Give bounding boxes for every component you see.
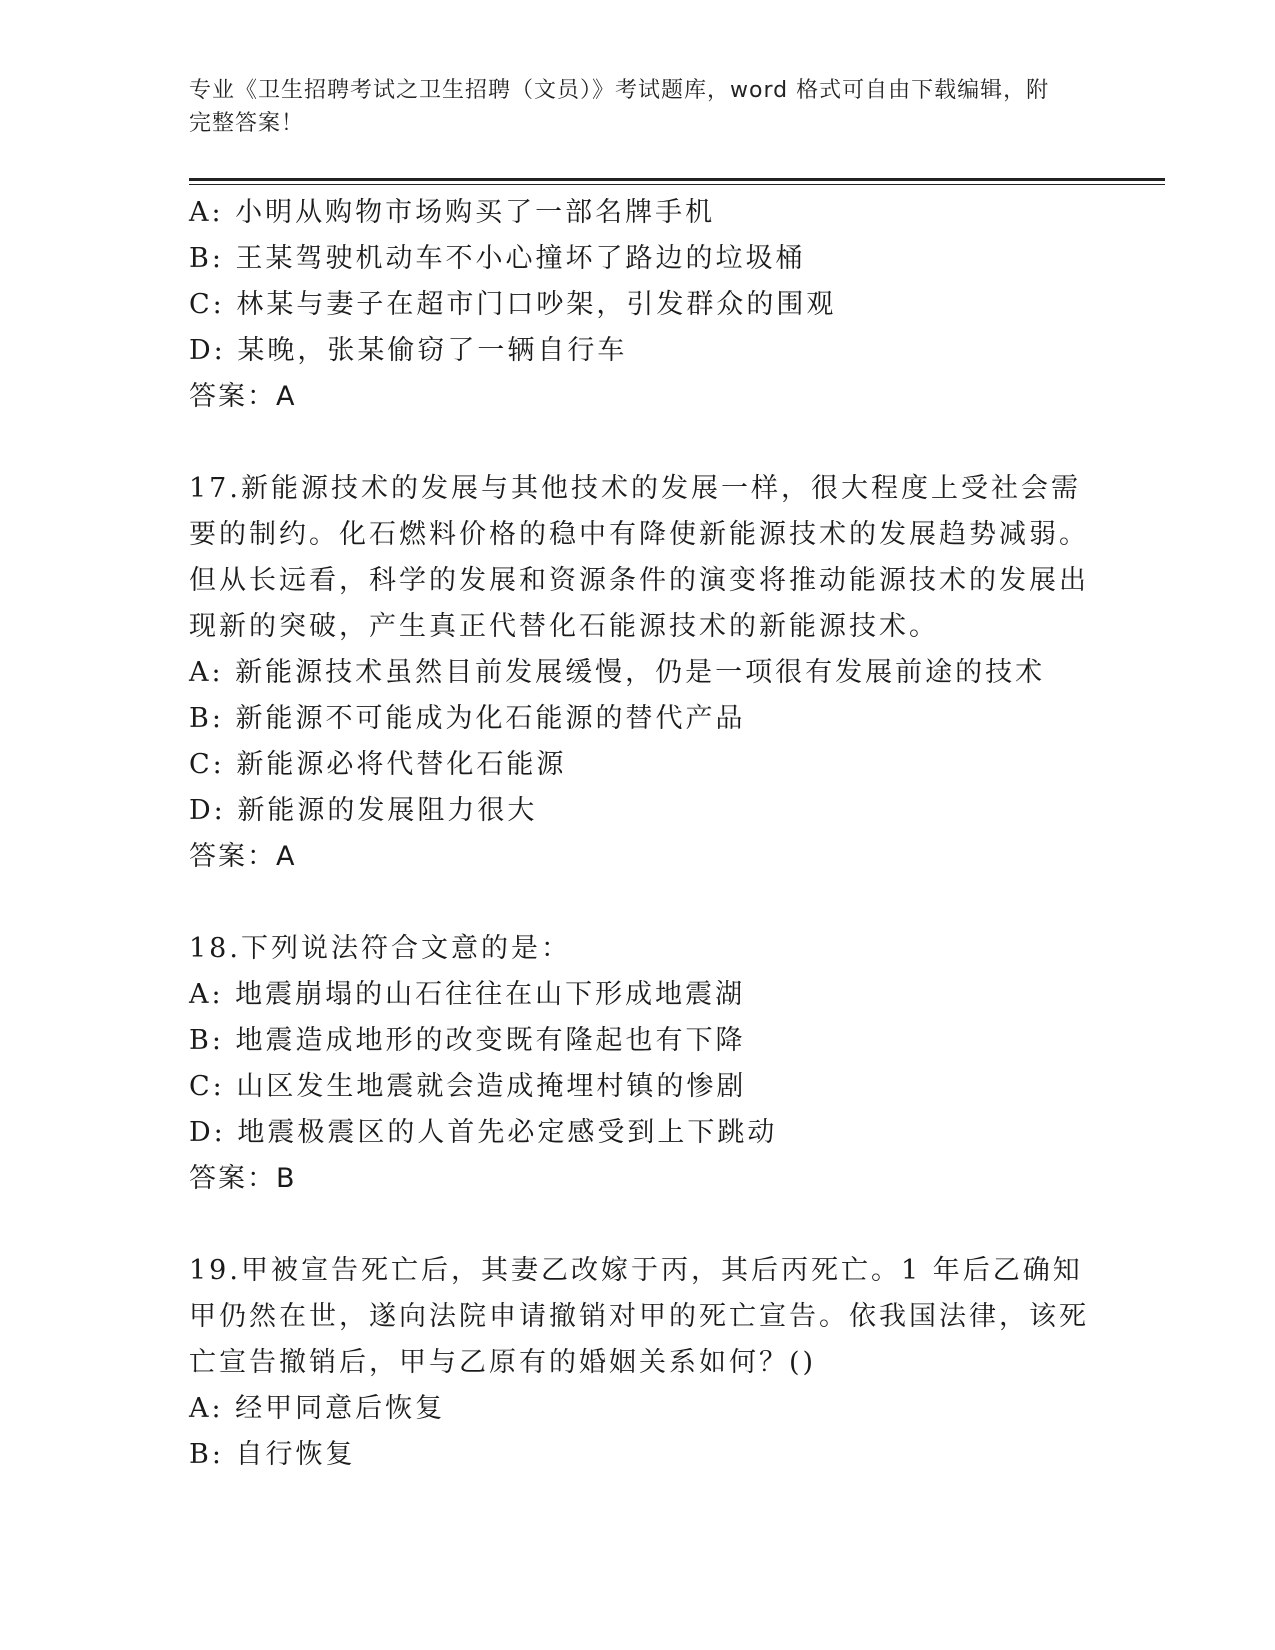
option-c: C: 林某与妻子在超市门口吵架，引发群众的围观 — [189, 289, 837, 320]
answer: 答案：B — [189, 1163, 297, 1194]
header-divider-thick — [189, 178, 1165, 181]
option-b: B: 地震造成地形的改变既有隆起也有下降 — [189, 1025, 746, 1056]
question-18 — [189, 926, 1089, 1202]
option-a: A: 地震崩塌的山石往往在山下形成地震湖 — [189, 979, 746, 1010]
question-17 — [189, 466, 1089, 880]
option-c: C: 山区发生地震就会造成掩埋村镇的惨剧 — [189, 1071, 747, 1102]
option-b: B: 自行恢复 — [189, 1439, 356, 1470]
option-b: B: 新能源不可能成为化石能源的替代产品 — [189, 703, 746, 734]
answer: 答案：A — [189, 841, 297, 872]
option-b: B: 王某驾驶机动车不小心撞坏了路边的垃圾桶 — [189, 243, 806, 274]
option-a: A: 新能源技术虽然目前发展缓慢，仍是一项很有发展前途的技术 — [189, 657, 1046, 688]
header-divider-thin — [189, 184, 1165, 185]
question-19 — [189, 1248, 1089, 1478]
question-stem: 19.甲被宣告死亡后，其妻乙改嫁于丙，其后丙死亡。1 年后乙确知甲仍然在世，遂向法院申请撤销对甲的死亡宣告。依我国法律，该死亡宣告撤销后，甲与乙原有的婚姻关系如何？() — [189, 1255, 1089, 1378]
spacer — [189, 1202, 1089, 1248]
document-header: 专业《卫生招聘考试之卫生招聘（文员）》考试题库，word 格式可自由下载编辑，附完整答案！ — [189, 78, 1050, 136]
spacer — [189, 880, 1089, 926]
question-stem: 17.新能源技术的发展与其他技术的发展一样，很大程度上受社会需要的制约。化石燃料价格的稳中有降使新能源技术的发展趋势减弱。但从长远看，科学的发展和资源条件的演变将推动能源技术的发展出现新的突破，产生真正代替化石能源技术的新能源技术。 — [189, 473, 1089, 642]
option-c: C: 新能源必将代替化石能源 — [189, 749, 567, 780]
option-a: A: 经甲同意后恢复 — [189, 1393, 446, 1424]
question-16 — [189, 190, 1089, 420]
question-stem: 18.下列说法符合文意的是： — [189, 933, 571, 964]
answer: 答案：A — [189, 381, 297, 412]
option-a: A: 小明从购物市场购买了一部名牌手机 — [189, 197, 716, 228]
option-d: D: 新能源的发展阻力很大 — [189, 795, 538, 826]
question-content — [189, 190, 1089, 1478]
spacer — [189, 420, 1089, 466]
option-d: D: 某晚，张某偷窃了一辆自行车 — [189, 335, 628, 366]
option-d: D: 地震极震区的人首先必定感受到上下跳动 — [189, 1117, 778, 1148]
